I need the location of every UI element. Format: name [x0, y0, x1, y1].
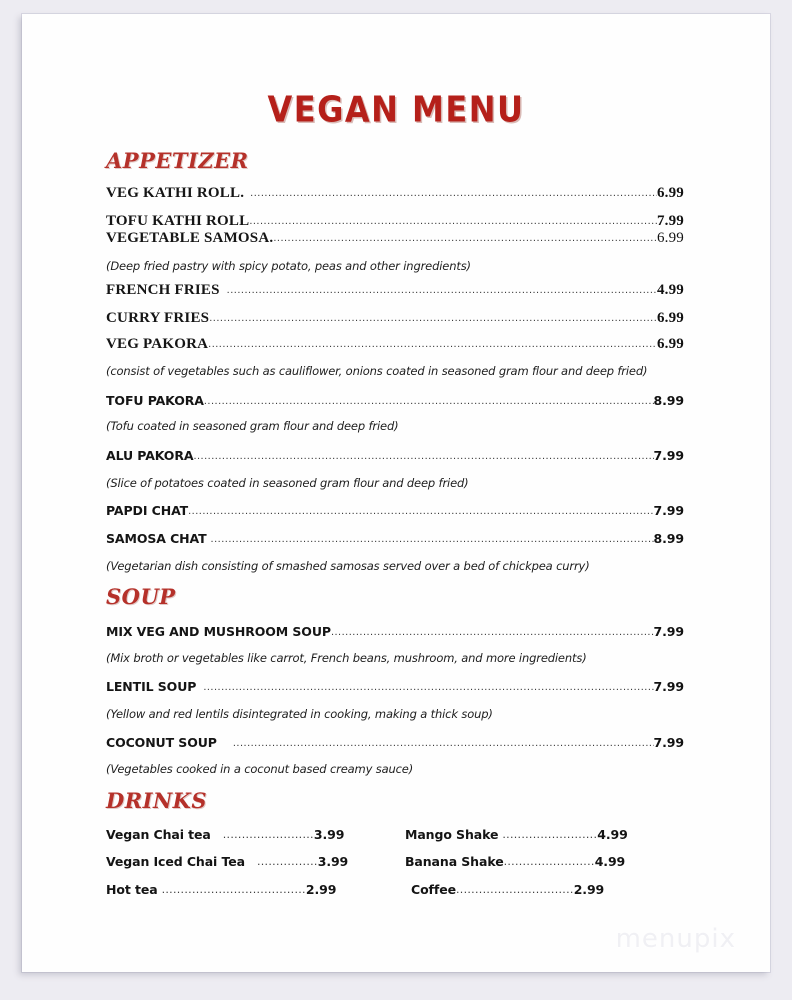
dot-leader	[188, 505, 653, 517]
drink-item-name: Mango Shake	[405, 827, 499, 842]
drink-item-price: 3.99	[317, 854, 349, 869]
dot-leader	[273, 232, 657, 244]
drink-item-row[interactable]	[405, 827, 628, 842]
menu-item-price: 7.99	[653, 503, 684, 518]
menu-item-name: VEG KATHI ROLL.	[106, 185, 245, 201]
menu-item-name: PAPDI CHAT	[106, 503, 189, 518]
section-heading-drinks: DRINKS	[106, 788, 208, 813]
menu-item-price: 6.99	[656, 230, 684, 246]
drink-item-name: Vegan Chai tea	[106, 827, 211, 842]
menu-item-description: (Tofu coated in seasoned gram flour and deep fried)	[106, 419, 399, 433]
dot-leader	[250, 187, 657, 199]
page-title: VEGAN MENU	[267, 87, 525, 131]
dot-leader: ...............................	[456, 883, 574, 896]
menu-item-price: 7.99	[653, 624, 684, 639]
menu-item-name: ALU PAKORA	[106, 448, 194, 463]
menu-item-description: (Mix broth or vegetables like carrot, French beans, mushroom, and more ingredients)	[106, 651, 587, 665]
dot-leader: ........................	[222, 828, 314, 841]
drink-item-price: 2.99	[305, 882, 337, 897]
drink-item-row[interactable]	[106, 827, 344, 842]
menu-item-price: 7.99	[653, 679, 684, 694]
menu-item-name: LENTIL SOUP	[106, 679, 197, 694]
menu-item-description: (Vegetables cooked in a coconut based creamy sauce)	[106, 762, 414, 776]
menu-item-price: 7.99	[653, 735, 684, 750]
menu-item-name: FRENCH FRIES	[106, 282, 220, 298]
menu-sheet	[22, 14, 770, 972]
menu-item-row[interactable]	[106, 282, 684, 299]
menu-item-name: SAMOSA CHAT	[106, 531, 207, 546]
dot-leader: ........................	[503, 855, 595, 868]
menu-item-row[interactable]	[106, 393, 684, 408]
menu-item-name: TOFU KATHI ROLL	[106, 213, 250, 229]
menu-item-description: (Deep fried pastry with spicy potato, peas and other ingredients)	[106, 259, 471, 273]
dot-leader	[193, 450, 653, 462]
menu-item-name: COCONUT SOUP	[106, 735, 217, 750]
menu-item-row[interactable]	[106, 310, 684, 327]
menu-item-row[interactable]	[106, 503, 684, 518]
menu-item-price: 8.99	[653, 393, 684, 408]
drink-item-row[interactable]	[411, 882, 604, 897]
menu-item-name: CURRY FRIES	[106, 310, 210, 326]
drink-item-price: 4.99	[594, 854, 626, 869]
dot-leader	[204, 395, 654, 407]
dot-leader	[211, 533, 654, 545]
menu-item-price: 8.99	[653, 531, 684, 546]
menu-item-row[interactable]	[106, 213, 684, 230]
menu-item-row[interactable]	[106, 531, 684, 546]
menupix-watermark: menupix	[615, 924, 736, 954]
menu-item-price: 6.99	[656, 336, 684, 352]
menu-item-row[interactable]	[106, 679, 684, 694]
drink-item-name: Hot tea	[106, 882, 158, 897]
section-heading-appetizer: APPETIZER	[106, 148, 249, 173]
menu-item-row[interactable]	[106, 448, 684, 463]
drink-item-row[interactable]	[405, 854, 625, 869]
dot-leader	[249, 215, 657, 227]
drink-item-price: 2.99	[573, 882, 605, 897]
menu-item-name: VEGETABLE SAMOSA.	[106, 230, 274, 246]
menu-item-description: (consist of vegetables such as cauliflower, onions coated in seasoned gram flour and deep fried)	[106, 364, 648, 378]
menu-item-description: (Slice of potatoes coated in seasoned gram flour and deep fried)	[106, 476, 469, 490]
dot-leader	[203, 681, 653, 693]
dot-leader	[209, 312, 657, 324]
drink-item-name: Banana Shake	[405, 854, 504, 869]
menu-item-description: (Vegetarian dish consisting of smashed samosas served over a bed of chickpea curry)	[106, 559, 590, 573]
menu-item-name: VEG PAKORA	[106, 336, 209, 352]
menu-item-price: 4.99	[656, 282, 684, 298]
dot-leader: ................	[256, 855, 318, 868]
menu-item-row[interactable]	[106, 624, 684, 639]
menu-item-price: 6.99	[656, 310, 684, 326]
drink-item-name: Coffee	[411, 882, 456, 897]
drink-item-row[interactable]	[106, 882, 336, 897]
menu-item-price: 7.99	[653, 448, 684, 463]
section-heading-soup: SOUP	[106, 584, 176, 609]
menu-item-price: 6.99	[656, 185, 684, 201]
menu-item-description: (Yellow and red lentils disintegrated in cooking, making a thick soup)	[106, 707, 493, 721]
dot-leader	[227, 284, 657, 296]
dot-leader	[233, 737, 654, 749]
dot-leader	[208, 338, 657, 350]
dot-leader: ......................................	[161, 883, 306, 896]
menu-item-row[interactable]	[106, 230, 684, 247]
menu-item-name: MIX VEG AND MUSHROOM SOUP	[106, 624, 331, 639]
drink-item-name: Vegan Iced Chai Tea	[106, 854, 245, 869]
menu-item-row[interactable]	[106, 735, 684, 750]
drink-item-price: 4.99	[597, 827, 628, 842]
dot-leader: .........................	[502, 828, 598, 841]
menu-item-name: TOFU PAKORA	[106, 393, 204, 408]
drink-item-row[interactable]	[106, 854, 348, 869]
menu-item-row[interactable]	[106, 336, 684, 353]
menu-item-price: 7.99	[656, 213, 684, 229]
drink-item-price: 3.99	[313, 827, 345, 842]
menu-sheet-inner	[22, 14, 770, 972]
menu-item-row[interactable]	[106, 185, 684, 202]
dot-leader	[331, 626, 654, 638]
